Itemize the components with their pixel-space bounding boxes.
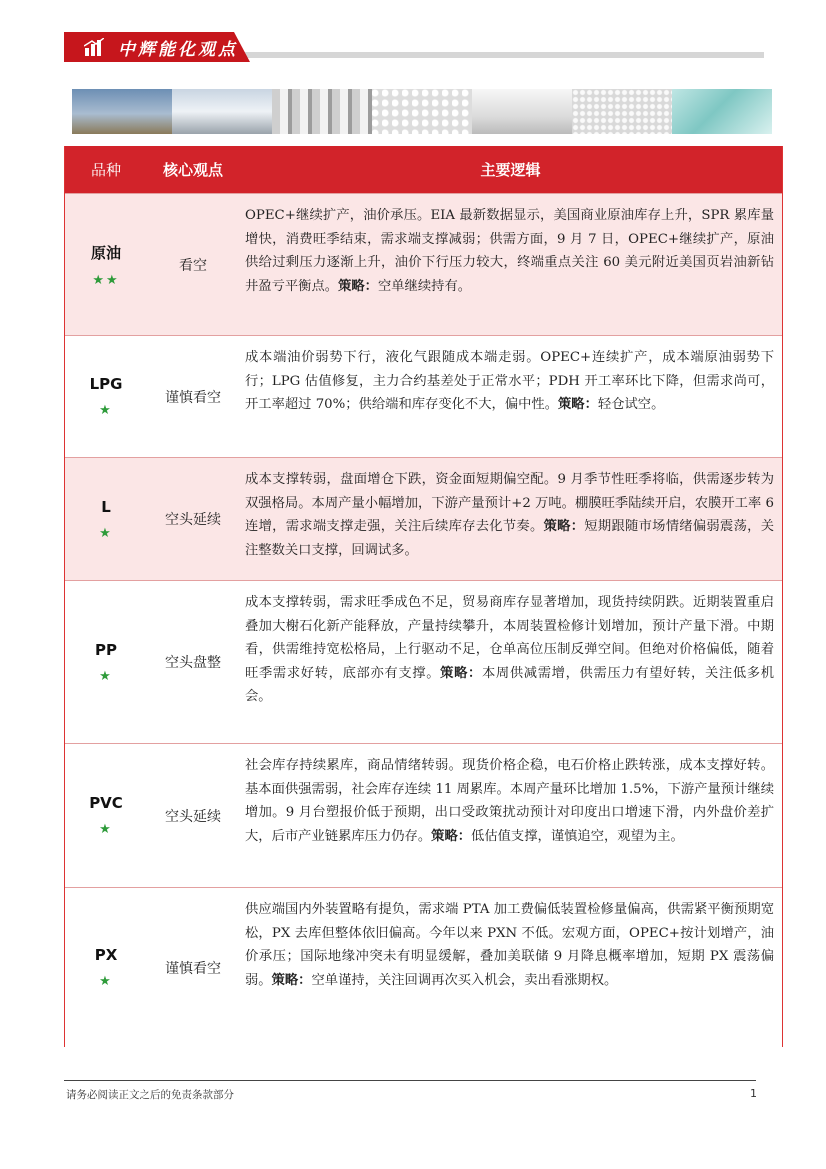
- variety-name: PVC: [89, 794, 123, 812]
- core-view: 空头延续: [165, 808, 221, 825]
- pellets-image: [372, 89, 472, 134]
- views-table: [64, 146, 783, 1047]
- header-divider: [214, 52, 764, 58]
- variety-name: PX: [94, 946, 118, 964]
- column-header-variety: 品种: [90, 161, 121, 179]
- strategy-label: 策略：: [543, 519, 585, 534]
- core-view: 谨慎看空: [165, 389, 221, 406]
- rating-stars: ★: [99, 668, 113, 684]
- rating-stars: ★: [99, 822, 113, 837]
- main-logic: OPEC+继续扩产，油价承压。EIA 最新数据显示，美国商业原油库存上升，SPR 累库量增快，消费旺季结束，需求端支撑减弱；供需方面，9 月 7 日，OPEC+继续扩产，原油供给过剩压力逐渐上升，油价下行压力较大，终端重点关注 60 美元附近美国页岩油新钻井盈亏平衡点。策略：空单继续持有。: [245, 208, 774, 294]
- bar-chart-logo-icon: [84, 38, 104, 56]
- variety-name: LPG: [89, 375, 123, 393]
- table-row-pvc: [65, 743, 782, 887]
- main-logic: 社会库存持续累库，商品情绪转弱。现货价格企稳，电石价格止跌转涨，成本支撑好转。基本面供强需弱，社会库存连续 11 周累库。本周产量环比增加 1.5%，下游产量预计继续增加。9 月台塑报价低于预期，出口受政策扰动预计对印度出口增速下滑，内外盘价差扩大，后市产业链累库压力仍存。策略：低估值支撑，谨慎追空，观望为主。: [245, 758, 774, 844]
- strategy-label: 策略：: [338, 278, 378, 294]
- pipes-image: [272, 89, 372, 134]
- main-logic: 成本端油价弱势下行，液化气跟随成本端走弱。OPEC+连续扩产，成本端原油弱势下行；LPG 估值修复，主力合约基差处于正常水平；PDH 开工率环比下降，但需求尚可，开工率超过 70%；供给端和库存变化不大，偏中性。策略：轻仓试空。: [245, 350, 774, 412]
- page-number: 1: [750, 1087, 757, 1100]
- strategy-text: 轻仓试空。: [597, 397, 665, 412]
- main-logic: 成本支撑转弱，需求旺季成色不足，贸易商库存显著增加，现货持续阴跌。近期装置重启叠加大榭石化新产能释放，产量持续攀升，本周装置检修计划增加，预计产量下滑。中期看，供需维持宽松格局，上行驱动不足，仓单高位压制反弹空间。但绝对价格偏低，随着旺季需求好转，底部亦有支撑。策略：本周供减需增，供需压力有望好转，关注低多机会。: [245, 595, 775, 704]
- core-view: 空头盘整: [165, 655, 221, 671]
- table-row-lpg: [65, 335, 782, 457]
- table-row-px: [65, 887, 782, 1047]
- disclaimer-note: 请务必阅读正文之后的免责条款部分: [66, 1089, 234, 1101]
- column-header-core-view: 核心观点: [162, 161, 223, 179]
- strategy-label: 策略：: [431, 828, 472, 844]
- table-row-pp: [65, 580, 782, 743]
- resin-jar-image: [472, 89, 572, 134]
- oil-pump-image: [72, 89, 172, 134]
- strategy-text: 短期跟随市场情绪偏弱震荡，关注整数关口支撑，回调试多。: [245, 519, 775, 558]
- product-image-strip: [72, 89, 772, 134]
- strategy-text: 本周供减需增，供需压力有望好转，关注低多机会。: [245, 665, 775, 704]
- main-logic: 供应端国内外装置略有提负，需求端 PTA 加工费偏低装置检修量偏高，供需紧平衡预期宽松，PX 去库但整体依旧偏高。今年以来 PXN 不低。宏观方面，OPEC+按计划增产，油价承压；国际地缘冲突未有明显缓解，叠加美联储 9 月降息概率增加，短期 PX 震荡偏弱。策略：空单谨持，关注回调再次买入机会，卖出看涨期权。: [245, 902, 774, 988]
- main-logic: 成本支撑转弱，盘面增仓下跌，资金面短期偏空配。9 月季节性旺季将临，供需逐步转为双强格局。本周产量小幅增加，下游产量预计+2 万吨。棚膜旺季陆续开启，农膜开工率 6 连增，需求端支撑走强，关注后续库存去化节奏。策略：短期跟随市场情绪偏弱震荡，关注整数关口支撑，回调试多。: [245, 472, 775, 558]
- header-title: 中辉能化观点: [118, 40, 238, 60]
- variety-name: 原油: [90, 243, 121, 262]
- table-header: [65, 146, 782, 193]
- glass-sheets-image: [672, 89, 772, 134]
- rating-stars: ★: [99, 525, 113, 541]
- strategy-label: 策略：: [440, 665, 482, 681]
- core-view: 看空: [179, 257, 207, 274]
- strategy-text: 低估值支撑，谨慎追空，观望为主。: [471, 828, 684, 844]
- rating-stars: ★: [99, 403, 113, 418]
- table-row-crude-oil: [65, 193, 782, 335]
- strategy-text: 空单谨持，关注回调再次买入机会，卖出看涨期权。: [311, 972, 618, 988]
- strategy-label: 策略：: [271, 972, 312, 988]
- variety-name: L: [101, 497, 111, 516]
- report-header: [64, 32, 764, 62]
- core-view: 谨慎看空: [165, 960, 221, 977]
- lpg-tank-image: [172, 89, 272, 134]
- variety-name: PP: [95, 640, 117, 659]
- strategy-text: 空单继续持有。: [377, 278, 472, 294]
- footer-divider: [64, 1080, 756, 1081]
- strategy-label: 策略：: [558, 397, 598, 412]
- rating-stars: ★: [99, 974, 113, 989]
- column-header-main-logic: 主要逻辑: [480, 161, 541, 179]
- granules-image: [572, 89, 672, 134]
- table-row-l: [65, 457, 782, 580]
- rating-stars: ★★: [92, 272, 120, 288]
- core-view: 空头延续: [165, 512, 221, 528]
